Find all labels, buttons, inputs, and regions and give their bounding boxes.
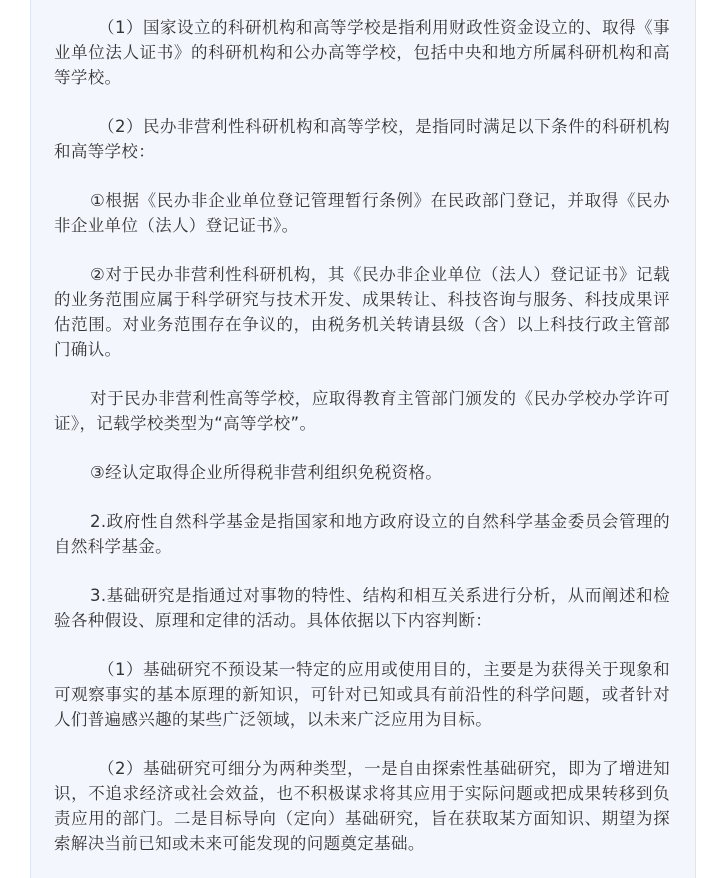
paragraph-condition-3: ③经认定取得企业所得税非营利组织免税资格。: [90, 463, 443, 482]
paragraph-condition-1: ①根据《民办非企业单位登记管理暂行条例》在民政部门登记，并取得《民办非企业单位（法人）登记证书》。: [54, 191, 670, 235]
paragraph-basic-research-2: （2）基础研究可细分为两种类型，一是自由探索性基础研究，即为了增进知识，不追求经济或社会效益，也不积极谋求将其应用于实际问题或把成果转移到负责应用的部门。二是目标导向（定向）基础研究，旨在获取某方面知识、期望为探索解决当前已知或未来可能发现的问题奠定基础。: [54, 759, 670, 853]
paragraph-science-fund: 2.政府性自然科学基金是指国家和地方政府设立的自然科学基金委员会管理的自然科学基金。: [54, 512, 670, 556]
paragraph-condition-2: ②对于民办非营利性科研机构，其《民办非企业单位（法人）登记证书》记载的业务范围应属于科学研究与技术开发、成果转让、科技咨询与服务、科技成果评估范围。对业务范围存在争议的，由税务机关转请县级（含）以上科技行政主管部门确认。: [54, 265, 670, 359]
article-body: [54, 15, 670, 878]
paragraph-basic-research-definition: 3.基础研究是指通过对事物的特性、结构和相互关系进行分析，从而阐述和检验各种假设、原理和定律的活动。具体依据以下内容判断：: [54, 586, 670, 630]
paragraph-private-universities: 对于民办非营利性高等学校，应取得教育主管部门颁发的《民办学校办学许可证》，记载学校类型为“高等学校”。: [54, 389, 670, 433]
paragraph-state-institutions: （1）国家设立的科研机构和高等学校是指利用财政性资金设立的、取得《事业单位法人证书》的科研机构和公办高等学校，包括中央和地方所属科研机构和高等学校。: [54, 18, 670, 87]
paragraph-private-nonprofit: （2）民办非营利性科研机构和高等学校，是指同时满足以下条件的科研机构和高等学校：: [54, 117, 670, 161]
paragraph-basic-research-1: （1）基础研究不预设某一特定的应用或使用目的，主要是为获得关于现象和可观察事实的基本原理的新知识，可针对已知或具有前沿性的科学问题，或者针对人们普遍感兴趣的某些广泛领域，以未来广泛应用为目标。: [54, 660, 670, 729]
